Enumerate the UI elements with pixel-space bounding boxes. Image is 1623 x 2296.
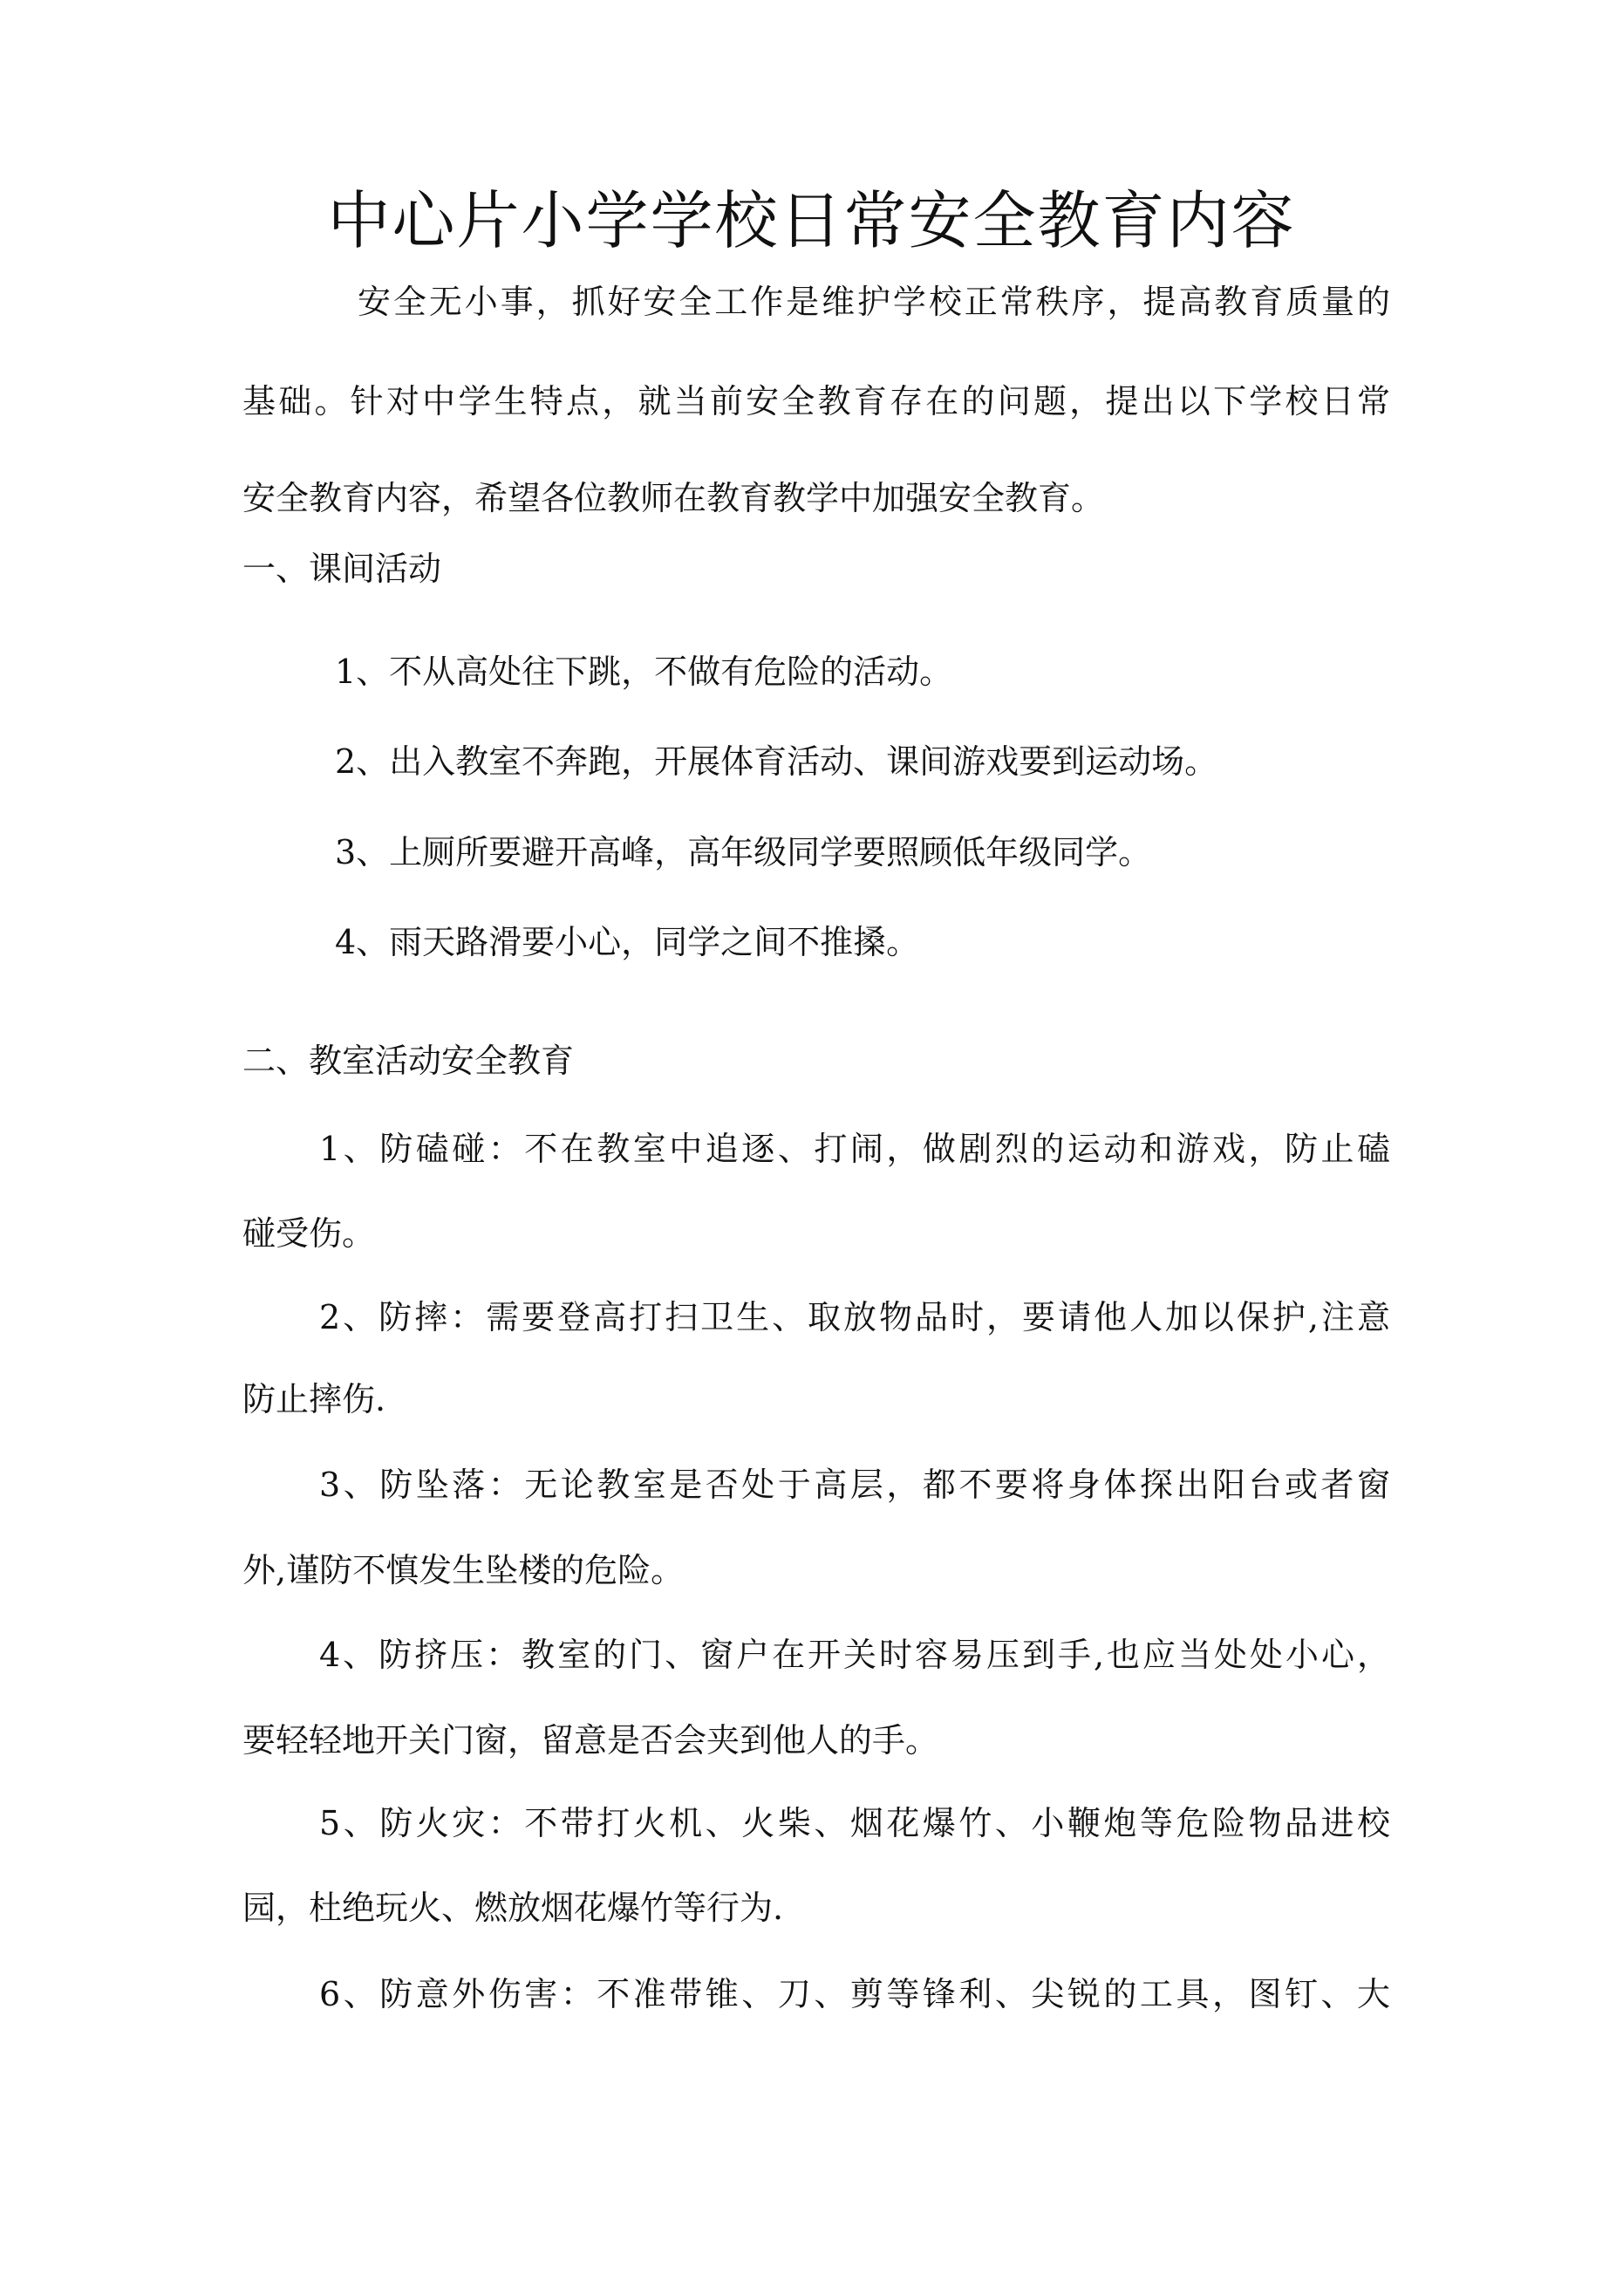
list-item: 1、不从高处往下跳，不做有危险的活动。 <box>335 653 953 691</box>
list-item: 3、上厕所要避开高峰，高年级同学要照顾低年级同学。 <box>335 833 1152 871</box>
list-item-continuation: 外,谨防不慎发生坠楼的危险。 <box>242 1551 685 1589</box>
list-item: 5、防火灾：不带打火机、火柴、烟花爆竹、小鞭炮等危险物品进校 <box>319 1804 1390 1842</box>
section-heading-1: 一、课间活动 <box>242 550 442 588</box>
list-item: 4、防挤压：教室的门、窗户在开关时容易压到手,也应当处处小心， <box>319 1636 1390 1674</box>
document-title: 中心片小学学校日常安全教育内容 <box>327 184 1296 257</box>
intro-line-3: 安全教育内容，希望各位教师在教育教学中加强安全教育。 <box>242 479 1105 517</box>
intro-line-1: 安全无小事，抓好安全工作是维护学校正常秩序，提高教育质量的 <box>358 283 1390 321</box>
section-heading-2: 二、教室活动安全教育 <box>242 1042 575 1080</box>
list-item: 4、雨天路滑要小心，同学之间不推搡。 <box>335 923 920 961</box>
list-item: 2、出入教室不奔跑，开展体育活动、课间游戏要到运动场。 <box>335 742 1218 781</box>
list-item-continuation: 碰受伤。 <box>242 1214 376 1253</box>
list-item-continuation: 要轻轻地开关门窗，留意是否会夹到他人的手。 <box>242 1721 939 1760</box>
list-item: 2、防摔：需要登高打扫卫生、取放物品时，要请他人加以保护,注意 <box>319 1298 1390 1336</box>
intro-line-2: 基础。针对中学生特点，就当前安全教育存在的问题，提出以下学校日常 <box>242 382 1390 420</box>
list-item: 3、防坠落：无论教室是否处于高层，都不要将身体探出阳台或者窗 <box>319 1466 1390 1504</box>
list-item-continuation: 防止摔伤. <box>242 1380 386 1418</box>
list-item: 6、防意外伤害：不准带锥、刀、剪等锋利、尖锐的工具，图钉、大 <box>319 1975 1390 2013</box>
list-item-continuation: 园，杜绝玩火、燃放烟花爆竹等行为. <box>242 1889 784 1927</box>
list-item: 1、防磕碰：不在教室中追逐、打闹，做剧烈的运动和游戏，防止磕 <box>319 1130 1390 1168</box>
